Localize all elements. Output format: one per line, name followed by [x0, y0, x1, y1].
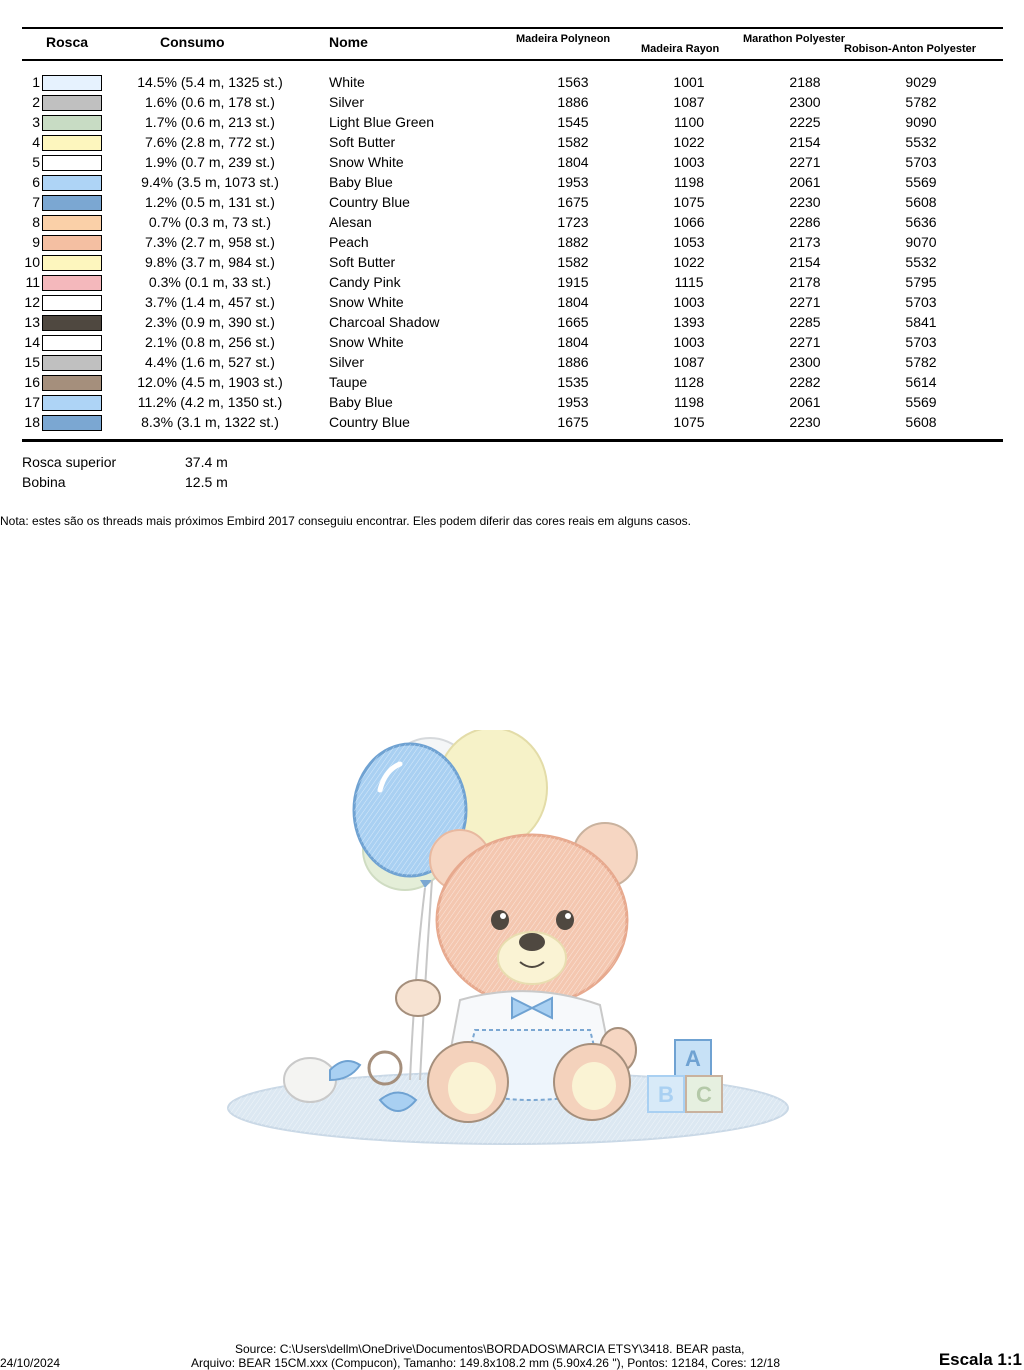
madeira-rayon-code: 1087	[673, 94, 705, 110]
robison-anton-code: 5703	[905, 334, 937, 350]
table-row	[0, 72, 1024, 92]
color-swatch	[42, 115, 102, 131]
thread-name: Candy Pink	[329, 274, 401, 290]
madeira-polyneon-code: 1886	[557, 94, 589, 110]
color-swatch	[42, 235, 102, 251]
thread-number: 1	[32, 74, 40, 90]
thread-name: Light Blue Green	[329, 114, 435, 130]
footer-source: Source: C:\Users\dellm\OneDrive\Documentos\BORDADOS\MARCIA ETSY\3418. BEAR pasta,	[235, 1342, 745, 1356]
madeira-rayon-code: 1393	[673, 314, 705, 330]
madeira-rayon-code: 1003	[673, 294, 705, 310]
robison-anton-code: 5703	[905, 154, 937, 170]
robison-anton-code: 5532	[905, 254, 937, 270]
madeira-polyneon-code: 1804	[557, 294, 589, 310]
table-row	[0, 112, 1024, 132]
robison-anton-code: 5532	[905, 134, 937, 150]
table-row	[0, 172, 1024, 192]
color-swatch	[42, 395, 102, 411]
marathon-polyester-code: 2282	[789, 374, 821, 390]
block-a-letter: A	[685, 1046, 701, 1071]
table-row	[0, 312, 1024, 332]
table-row	[0, 372, 1024, 392]
thread-number: 3	[32, 114, 40, 130]
thread-consumption: 7.3% (2.7 m, 958 st.)	[145, 234, 275, 250]
thread-consumption: 1.2% (0.5 m, 131 st.)	[145, 194, 275, 210]
madeira-rayon-code: 1075	[673, 194, 705, 210]
thread-name: Baby Blue	[329, 394, 393, 410]
table-bottom-rule	[22, 439, 1003, 442]
color-swatch	[42, 255, 102, 271]
madeira-rayon-code: 1115	[674, 274, 704, 290]
thread-consumption: 8.3% (3.1 m, 1322 st.)	[141, 414, 279, 430]
thread-number: 4	[32, 134, 40, 150]
madeira-rayon-code: 1087	[673, 354, 705, 370]
bear-nose	[519, 933, 545, 951]
madeira-polyneon-code: 1886	[557, 354, 589, 370]
color-swatch	[42, 355, 102, 371]
thread-consumption: 9.8% (3.7 m, 984 st.)	[145, 254, 275, 270]
marathon-polyester-code: 2230	[789, 414, 821, 430]
thread-name: Soft Butter	[329, 134, 396, 150]
color-swatch	[42, 155, 102, 171]
table-header-rule	[22, 59, 1003, 61]
robison-anton-code: 5841	[905, 314, 937, 330]
embroidery-design-image	[220, 730, 810, 1150]
marathon-polyester-code: 2178	[789, 274, 821, 290]
bear-left-eye	[491, 910, 509, 930]
footer-date: 24/10/2024	[0, 1356, 61, 1370]
thread-consumption: 4.4% (1.6 m, 527 st.)	[145, 354, 275, 370]
header-marathon-polyester: Marathon Polyester	[743, 33, 846, 45]
madeira-rayon-code: 1075	[673, 414, 705, 430]
marathon-polyester-code: 2230	[789, 194, 821, 210]
madeira-polyneon-code: 1582	[557, 254, 589, 270]
table-row	[0, 392, 1024, 412]
marathon-polyester-code: 2286	[789, 214, 821, 230]
madeira-polyneon-code: 1665	[557, 314, 589, 330]
note-text: Nota: estes são os threads mais próximos Embird 2017 conseguiu encontrar. Eles podem diferir das cores reais em alguns casos.	[0, 514, 692, 528]
thread-name: Peach	[329, 234, 369, 250]
thread-name: Baby Blue	[329, 174, 393, 190]
color-swatch	[42, 75, 102, 91]
thread-name: Alesan	[329, 214, 372, 230]
thread-consumption: 11.2% (4.2 m, 1350 st.)	[137, 394, 283, 410]
madeira-rayon-code: 1022	[673, 134, 705, 150]
color-swatch	[42, 135, 102, 151]
color-swatch	[42, 295, 102, 311]
bear-right-eye	[556, 910, 574, 930]
madeira-rayon-code: 1001	[673, 74, 705, 90]
thread-number: 12	[24, 294, 40, 310]
thread-number: 17	[24, 394, 40, 410]
thread-number: 5	[32, 154, 40, 170]
marathon-polyester-code: 2061	[789, 394, 821, 410]
robison-anton-code: 9090	[905, 114, 937, 130]
madeira-rayon-code: 1100	[673, 114, 705, 130]
madeira-rayon-code: 1003	[673, 334, 705, 350]
bobina-value: 12.5 m	[185, 474, 228, 490]
thread-consumption: 0.3% (0.1 m, 33 st.)	[148, 274, 272, 290]
thread-consumption: 9.4% (3.5 m, 1073 st.)	[141, 174, 279, 190]
thread-number: 18	[24, 414, 40, 430]
rattle	[284, 1058, 336, 1102]
robison-anton-code: 5608	[905, 194, 937, 210]
thread-name: Snow White	[329, 334, 404, 350]
marathon-polyester-code: 2225	[789, 114, 821, 130]
thread-name: Silver	[329, 354, 365, 370]
table-row	[0, 192, 1024, 212]
thread-number: 13	[24, 314, 40, 330]
marathon-polyester-code: 2188	[789, 74, 821, 90]
table-row	[0, 272, 1024, 292]
marathon-polyester-code: 2300	[789, 94, 821, 110]
footer-scale: Escala 1:1	[938, 1350, 1022, 1369]
thread-consumption: 1.9% (0.7 m, 239 st.)	[145, 154, 275, 170]
color-swatch	[42, 315, 102, 331]
marathon-polyester-code: 2154	[789, 134, 821, 150]
thread-name: Country Blue	[329, 414, 410, 430]
marathon-polyester-code: 2061	[789, 174, 821, 190]
madeira-polyneon-code: 1804	[557, 154, 589, 170]
madeira-rayon-code: 1053	[673, 234, 705, 250]
madeira-polyneon-code: 1535	[557, 374, 589, 390]
robison-anton-code: 5608	[905, 414, 937, 430]
thread-consumption: 2.3% (0.9 m, 390 st.)	[145, 314, 275, 330]
thread-name: Soft Butter	[329, 254, 396, 270]
rosca-superior-value: 37.4 m	[185, 454, 228, 470]
rosca-superior-label: Rosca superior	[22, 454, 117, 470]
thread-number: 14	[24, 334, 40, 350]
robison-anton-code: 5795	[905, 274, 937, 290]
marathon-polyester-code: 2271	[789, 334, 821, 350]
table-row	[0, 232, 1024, 252]
madeira-polyneon-code: 1882	[557, 234, 589, 250]
thread-name: Charcoal Shadow	[329, 314, 440, 330]
madeira-polyneon-code: 1953	[557, 394, 589, 410]
header-robison-anton: Robison-Anton Polyester	[844, 43, 977, 55]
madeira-polyneon-code: 1545	[557, 114, 589, 130]
robison-anton-code: 5703	[905, 294, 937, 310]
marathon-polyester-code: 2285	[789, 314, 821, 330]
madeira-polyneon-code: 1804	[557, 334, 589, 350]
robison-anton-code: 5636	[905, 214, 937, 230]
thread-name: Snow White	[329, 154, 404, 170]
table-row	[0, 212, 1024, 232]
marathon-polyester-code: 2173	[789, 234, 821, 250]
table-row	[0, 132, 1024, 152]
thread-name: Taupe	[329, 374, 368, 390]
thread-number: 15	[24, 354, 40, 370]
color-swatch	[42, 415, 102, 431]
bobina-label: Bobina	[22, 474, 66, 490]
madeira-polyneon-code: 1563	[557, 74, 589, 90]
table-row	[0, 252, 1024, 272]
color-swatch	[42, 275, 102, 291]
color-swatch	[42, 375, 102, 391]
madeira-rayon-code: 1198	[673, 174, 705, 190]
color-swatch	[42, 95, 102, 111]
madeira-rayon-code: 1198	[673, 394, 705, 410]
madeira-polyneon-code: 1582	[557, 134, 589, 150]
table-row	[0, 332, 1024, 352]
block-c-letter: C	[696, 1082, 712, 1107]
robison-anton-code: 5782	[905, 94, 937, 110]
header-consumo: Consumo	[160, 34, 225, 50]
header-madeira-rayon: Madeira Rayon	[641, 43, 720, 55]
robison-anton-code: 5782	[905, 354, 937, 370]
color-swatch	[42, 215, 102, 231]
thread-consumption: 1.7% (0.6 m, 213 st.)	[145, 114, 275, 130]
table-row	[0, 292, 1024, 312]
table-row	[0, 412, 1024, 432]
table-top-rule	[22, 27, 1003, 29]
madeira-polyneon-code: 1915	[557, 274, 589, 290]
footer-arquivo: Arquivo: BEAR 15CM.xxx (Compucon), Tamanho: 149.8x108.2 mm (5.90x4.26 "), Pontos: 12184, Cores: 12/18	[191, 1356, 781, 1370]
madeira-rayon-code: 1022	[673, 254, 705, 270]
thread-consumption: 7.6% (2.8 m, 772 st.)	[145, 134, 275, 150]
marathon-polyester-code: 2271	[789, 294, 821, 310]
thread-consumption: 12.0% (4.5 m, 1903 st.)	[137, 374, 283, 390]
bear-left-arm	[396, 980, 440, 1016]
table-row	[0, 92, 1024, 112]
marathon-polyester-code: 2300	[789, 354, 821, 370]
robison-anton-code: 9070	[905, 234, 937, 250]
thread-name: Silver	[329, 94, 365, 110]
color-swatch	[42, 335, 102, 351]
thread-number: 10	[24, 254, 40, 270]
thread-number: 8	[32, 214, 40, 230]
thread-consumption: 1.6% (0.6 m, 178 st.)	[145, 94, 275, 110]
color-swatch	[42, 175, 102, 191]
madeira-rayon-code: 1066	[673, 214, 705, 230]
madeira-polyneon-code: 1675	[557, 414, 589, 430]
thread-number: 2	[32, 94, 40, 110]
thread-number: 6	[32, 174, 40, 190]
madeira-rayon-code: 1128	[673, 374, 705, 390]
marathon-polyester-code: 2271	[789, 154, 821, 170]
thread-number: 9	[32, 234, 40, 250]
thread-name: Country Blue	[329, 194, 410, 210]
thread-consumption: 2.1% (0.8 m, 256 st.)	[145, 334, 275, 350]
thread-name: Snow White	[329, 294, 404, 310]
madeira-polyneon-code: 1675	[557, 194, 589, 210]
robison-anton-code: 9029	[905, 74, 937, 90]
madeira-rayon-code: 1003	[673, 154, 705, 170]
block-b-letter: B	[658, 1082, 674, 1107]
header-nome: Nome	[329, 34, 368, 50]
thread-number: 11	[25, 274, 40, 290]
robison-anton-code: 5569	[905, 394, 937, 410]
thread-consumption: 14.5% (5.4 m, 1325 st.)	[137, 74, 283, 90]
thread-number: 7	[32, 194, 40, 210]
thread-name: White	[329, 74, 365, 90]
robison-anton-code: 5569	[905, 174, 937, 190]
table-row	[0, 152, 1024, 172]
thread-number: 16	[24, 374, 40, 390]
madeira-polyneon-code: 1953	[557, 174, 589, 190]
header-rosca: Rosca	[46, 34, 89, 50]
color-swatch	[42, 195, 102, 211]
marathon-polyester-code: 2154	[789, 254, 821, 270]
madeira-polyneon-code: 1723	[557, 214, 589, 230]
robison-anton-code: 5614	[905, 374, 937, 390]
thread-consumption: 0.7% (0.3 m, 73 st.)	[148, 214, 272, 230]
thread-consumption: 3.7% (1.4 m, 457 st.)	[145, 294, 275, 310]
header-madeira-polyneon: Madeira Polyneon	[516, 33, 611, 45]
table-row	[0, 352, 1024, 372]
